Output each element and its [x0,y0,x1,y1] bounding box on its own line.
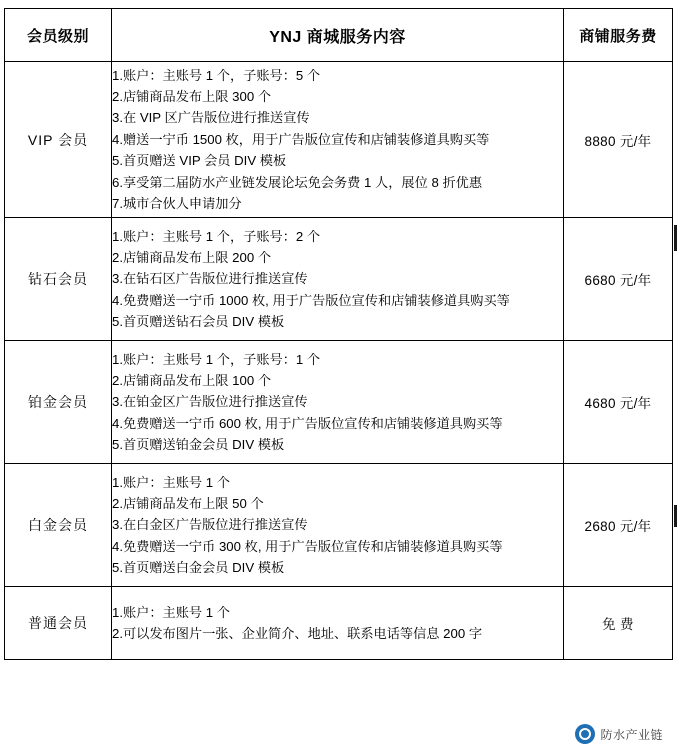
table-header [5,9,673,62]
cell-service-fee: 4680 元/年 [564,341,673,464]
cell-member-level: 铂金会员 [5,341,112,464]
cell-service-fee: 2680 元/年 [564,464,673,587]
content-line: 2.店铺商品发布上限 200 个 [112,249,272,265]
table-row [5,587,673,660]
content-line: 1.账户：主账号 1 个，子账号：5 个 [112,67,321,83]
content-line: 4.免费赠送一宁币 600 枚, 用于广告版位宣传和店铺装修道具购买等 [112,415,503,431]
cell-service-content [112,587,564,660]
content-line: 3.在 VIP 区广告版位进行推送宣传 [112,110,310,126]
content-line: 4.免费赠送一宁币 1000 枚, 用于广告版位宣传和店铺装修道具购买等 [112,292,510,308]
table-row [5,62,673,218]
header-service-content: YNJ 商城服务内容 [112,9,564,62]
content-line: 6.享受第二届防水产业链发展论坛免会务费 1 人，展位 8 折优惠 [112,174,483,190]
content-line: 4.免费赠送一宁币 300 枚, 用于广告版位宣传和店铺装修道具购买等 [112,538,503,554]
watermark [571,722,667,746]
cell-service-content [112,464,564,587]
content-line: 4.赠送一宁币 1500 枚，用于广告版位宣传和店铺装修道具购买等 [112,131,490,147]
content-line: 1.账户：主账号 1 个，子账号：1 个 [112,351,321,367]
table-header-row [5,9,673,62]
content-line: 5.首页赠送白金会员 DIV 模板 [112,560,285,576]
watermark-label: 防水产业链 [600,727,663,742]
content-line: 2.店铺商品发布上限 50 个 [112,495,264,511]
cell-service-fee: 免 费 [564,587,673,660]
table-row [5,464,673,587]
content-line: 1.账户：主账号 1 个 [112,474,230,490]
content-line: 1.账户：主账号 1 个 [112,604,230,620]
cell-member-level: VIP 会员 [5,62,112,218]
content-line: 2.店铺商品发布上限 100 个 [112,372,272,388]
header-member-level: 会员级别 [5,9,112,62]
cell-service-fee: 6680 元/年 [564,218,673,341]
cell-member-level: 白金会员 [5,464,112,587]
table-body [5,62,673,660]
cell-service-content [112,218,564,341]
table-row [5,341,673,464]
table-row [5,218,673,341]
content-line: 3.在铂金区广告版位进行推送宣传 [112,394,308,410]
content-line: 2.可以发布图片一张、企业简介、地址、联系电话等信息 200 字 [112,626,483,641]
content-line: 5.首页赠送铂金会员 DIV 模板 [112,437,285,453]
cell-member-level: 钻石会员 [5,218,112,341]
content-line: 3.在钻石区广告版位进行推送宣传 [112,271,308,287]
content-line: 5.首页赠送 VIP 会员 DIV 模板 [112,153,287,169]
cell-service-content [112,62,564,218]
content-line: 1.账户：主账号 1 个，子账号：2 个 [112,228,321,244]
header-shop-service-fee: 商铺服务费 [564,9,673,62]
cell-service-fee: 8880 元/年 [564,62,673,218]
membership-pricing-table [4,8,673,660]
content-line: 7.城市合伙人申请加分 [112,195,242,211]
content-line: 3.在白金区广告版位进行推送宣传 [112,517,308,533]
circle-logo-icon [575,724,595,744]
content-line: 5.首页赠送钻石会员 DIV 模板 [112,314,285,330]
content-line: 2.店铺商品发布上限 300 个 [112,89,272,105]
cell-member-level: 普通会员 [5,587,112,660]
cell-service-content [112,341,564,464]
